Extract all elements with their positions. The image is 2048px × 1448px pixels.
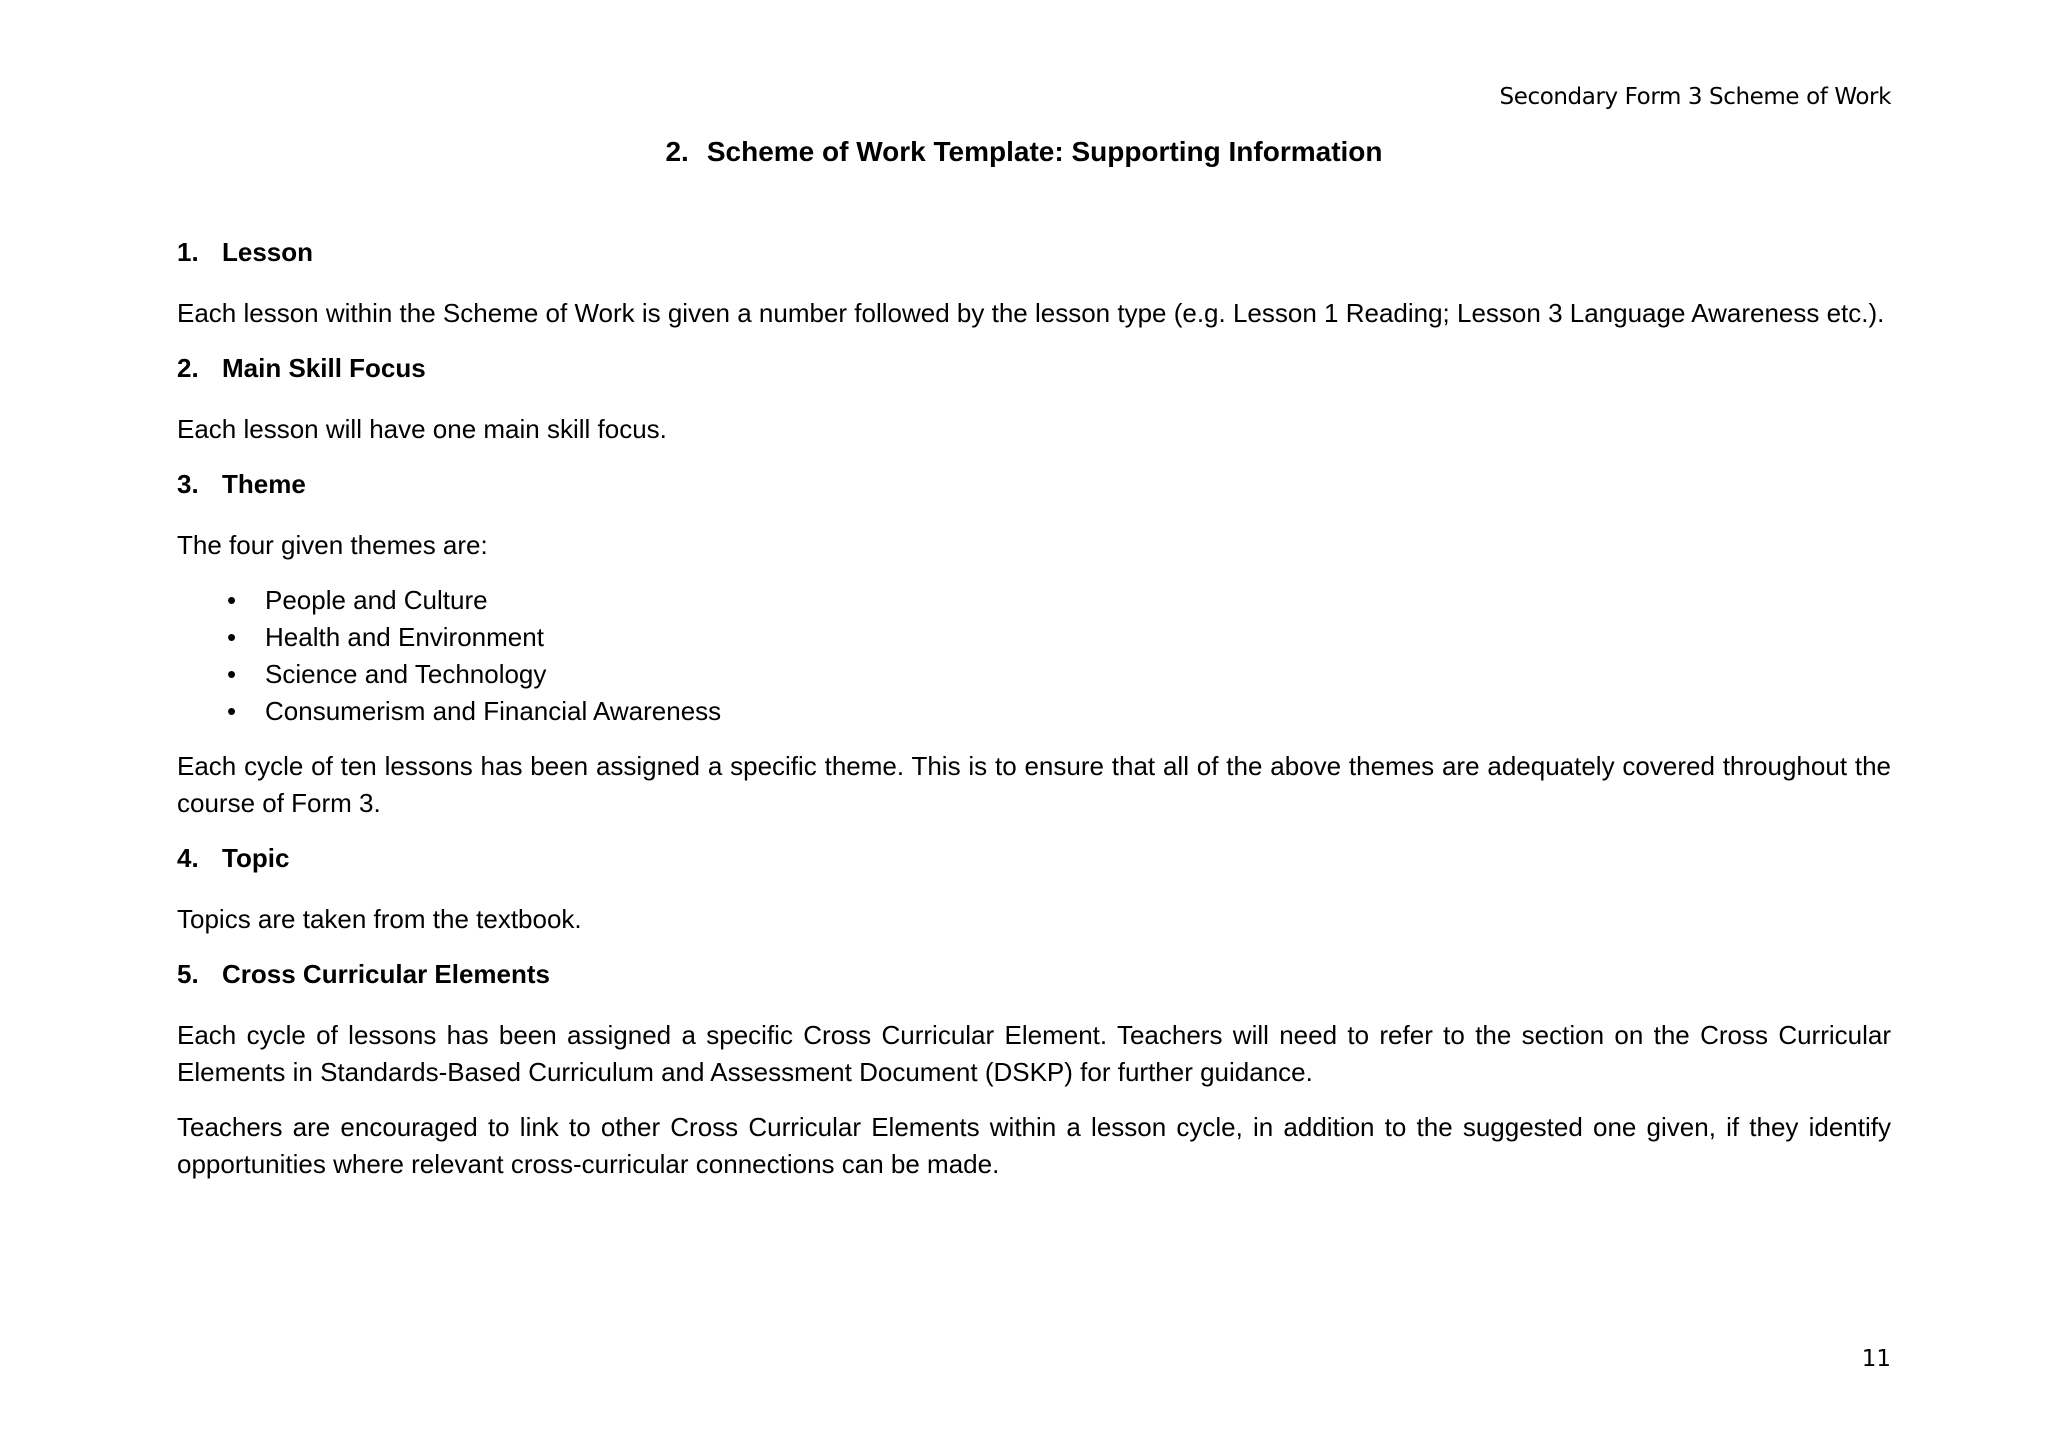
section-paragraph: Each cycle of lessons has been assigned a specific Cross Curricular Element. Teachers will need to refer to the section on the Cross Curricular Elements in Standards-Based Curriculum and Assessment Document (DSKP) for further guidance. [177, 1020, 1891, 1087]
document-body [177, 234, 1891, 1183]
list-item: • Science and Technology [177, 656, 1891, 693]
section-paragraph: Each lesson within the Scheme of Work is given a number followed by the lesson type (e.g. Lesson 1 Reading; Lesson 3 Language Awareness etc.). [177, 298, 1885, 328]
section-heading-main-skill-focus [177, 350, 1891, 387]
section-paragraph: Each cycle of ten lessons has been assigned a specific theme. This is to ensure that all of the above themes are adequately covered throughout the course of Form 3. [177, 751, 1891, 818]
section-heading-theme [177, 466, 1891, 503]
section-title: Main Skill Focus [222, 353, 426, 383]
section-heading-lesson [177, 234, 1891, 271]
page-title-text: Scheme of Work Template: Supporting Information [706, 136, 1383, 167]
section-paragraph: Each lesson will have one main skill focus. [177, 414, 667, 444]
list-item: • People and Culture [177, 582, 1891, 619]
section-number: 3. [177, 469, 199, 499]
section-title: Cross Curricular Elements [222, 959, 551, 989]
bullet-icon: • [227, 622, 237, 652]
section-number: 5. [177, 959, 199, 989]
bullet-icon: • [227, 585, 237, 615]
page-title [0, 136, 2048, 168]
bullet-icon: • [227, 659, 237, 689]
section-title: Lesson [222, 237, 314, 267]
section-paragraph: Teachers are encouraged to link to other Cross Curricular Elements within a lesson cycle, in addition to the suggested one given, if they identify opportunities where relevant cross-curricular connections can be made. [177, 1112, 1891, 1179]
themes-intro: The four given themes are: [177, 530, 488, 560]
section-number: 4. [177, 843, 199, 873]
running-header: Secondary Form 3 Scheme of Work [1499, 84, 1891, 110]
section-heading-cross-curricular-elements [177, 956, 1891, 993]
bullet-icon: • [227, 696, 237, 726]
section-title: Topic [222, 843, 290, 873]
page-number: 11 [1861, 1346, 1891, 1372]
section-paragraph: Topics are taken from the textbook. [177, 904, 582, 934]
section-number: 1. [177, 237, 199, 267]
list-item: • Consumerism and Financial Awareness [177, 693, 1891, 730]
section-number: 2. [177, 353, 199, 383]
list-item: • Health and Environment [177, 619, 1891, 656]
section-title: Theme [222, 469, 306, 499]
page-title-number: 2. [665, 136, 689, 167]
themes-list [177, 582, 1891, 730]
section-heading-topic [177, 840, 1891, 877]
